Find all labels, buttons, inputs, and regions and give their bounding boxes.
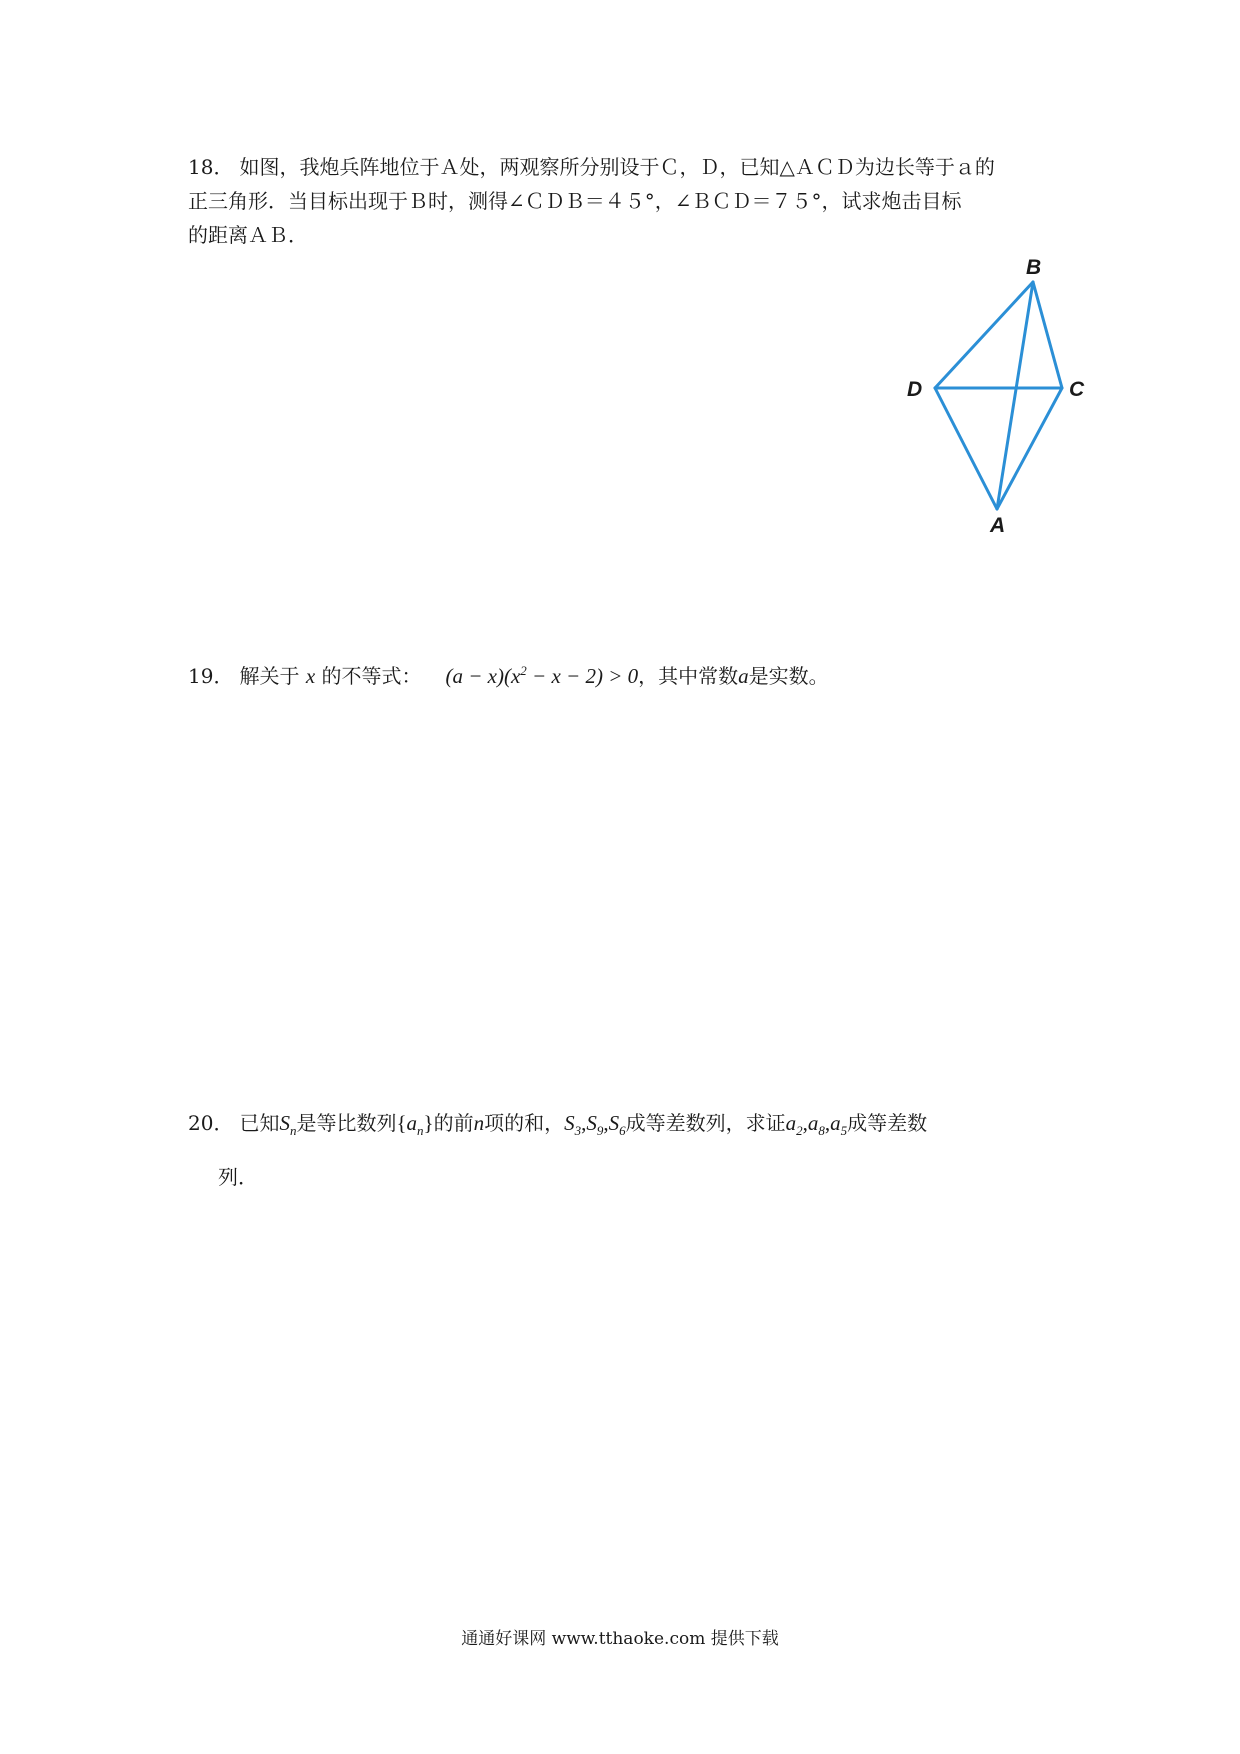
problem-19-number: 19． bbox=[188, 664, 234, 688]
inequality-expression bbox=[446, 664, 639, 688]
problem-20-line-1 bbox=[188, 1106, 1058, 1148]
problem-18-line-1 bbox=[188, 150, 1058, 184]
sum-Sn: $S_n$ bbox=[279, 1111, 297, 1139]
problem-20-text-3: 的前 bbox=[433, 1111, 474, 1135]
problem-20-line-2: 列． bbox=[218, 1165, 258, 1190]
problem-20-text-2: 是等比数列 bbox=[296, 1111, 397, 1135]
edge-DA bbox=[935, 388, 997, 509]
problem-19 bbox=[188, 654, 1058, 693]
var-n: n bbox=[473, 1111, 485, 1135]
inequality-exponent: 2 bbox=[520, 663, 527, 678]
var-x: x bbox=[305, 664, 316, 688]
problem-19-line bbox=[188, 654, 1058, 693]
problem-18-line-3: 的距离ＡＢ． bbox=[188, 223, 308, 247]
sequence-an: $\{a_n\}$ bbox=[396, 1111, 434, 1139]
terms-a2-a8-a5: $a_2,a_8,a_5$ bbox=[785, 1111, 848, 1139]
triangle-figure-svg bbox=[895, 252, 1135, 542]
sums-S3-S9-S6: $S_3,S_9,S_6$ bbox=[564, 1111, 626, 1139]
vertex-label-B: B bbox=[1026, 256, 1042, 279]
problem-20 bbox=[188, 1106, 1058, 1194]
problem-19-text-b: 的不等式： bbox=[321, 664, 422, 688]
problem-18-number: 18． bbox=[188, 155, 234, 179]
problem-20-text-6: 成等差数 bbox=[847, 1111, 928, 1135]
problem-20-text-1: 已知 bbox=[239, 1111, 280, 1135]
edge-BC bbox=[1033, 282, 1062, 388]
problem-20-text-4: 项的和， bbox=[484, 1111, 565, 1135]
problem-18-text-1: 如图，我炮兵阵地位于Ａ处，两观察所分别设于Ｃ，Ｄ，已知△ＡＣＤ为边长等于ａ的 bbox=[239, 155, 995, 179]
vertex-label-C: C bbox=[1069, 378, 1085, 401]
problem-18 bbox=[188, 150, 1058, 252]
vertex-label-D: D bbox=[907, 378, 923, 401]
triangle-figure bbox=[895, 252, 1135, 542]
inequality-part-1: (a − x)(x bbox=[445, 664, 521, 688]
problem-19-text-d: 是实数。 bbox=[748, 664, 829, 688]
var-a: a bbox=[738, 664, 749, 688]
vertex-label-A: A bbox=[990, 514, 1006, 537]
footer-watermark: 通通好课网 www.tthaoke.com 提供下载 bbox=[461, 1629, 779, 1649]
problem-19-text-c: ，其中常数 bbox=[638, 664, 739, 688]
inequality-part-2: − x − 2) > 0 bbox=[526, 664, 639, 688]
problem-18-line-2: 正三角形．当目标出现于Ｂ时，测得∠ＣＤＢ＝４５°，∠ＢＣＤ＝７５°，试求炮击目标 bbox=[188, 189, 962, 213]
problem-20-number: 20． bbox=[188, 1111, 234, 1135]
problem-19-text-a: 解关于 bbox=[239, 664, 300, 688]
problem-20-text-5: 成等差数列，求证 bbox=[625, 1111, 786, 1135]
